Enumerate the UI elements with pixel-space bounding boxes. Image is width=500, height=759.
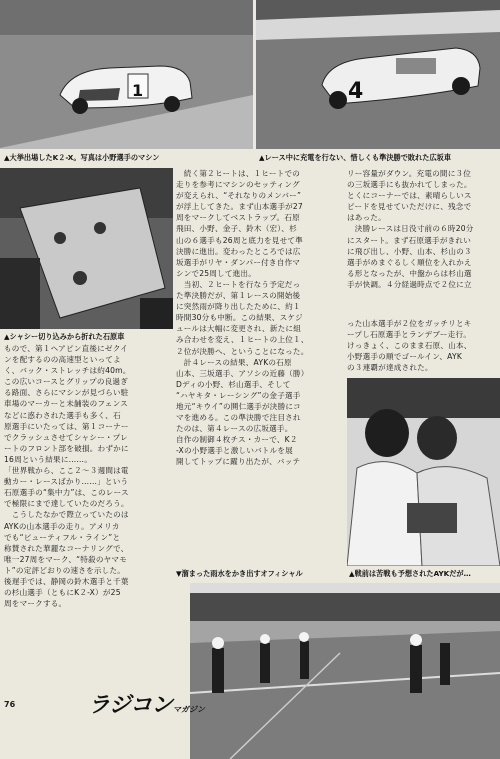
photo-ayk-team <box>347 378 500 566</box>
caption-wet-track: ▼溜まった雨水をかき出すオフィシャル <box>176 569 303 578</box>
page-number: 76 <box>4 700 16 709</box>
photo-chassis <box>0 168 173 329</box>
logo-main: ラジコン <box>88 693 173 718</box>
photo-hirosaka-car <box>256 0 500 149</box>
article-column-2: 続く第２ヒートは、１ヒートでの 走りを参考にマシンのセッティング が変えられ、“それなりのメンバー” が浮上してきた。まず山本選手が27 周をマークしてベストラップ。石原 飛田、小野、金子、鈴木（宏）、杉 山の６選手も26周と底力を見せて準 決勝に進出。変わったところでは広 坂選手がリヤ・ダンパー付き自作マ シンで25周して進出。 当初、２ヒートを行なう予定だっ た準決勝だが、第１レースの開始後 に突然雨が降り出したために、約１ 時間30分も中断。この結果、スケジ ュールは大幅に変更され、新たに組 み合わせを変え、１ヒートの上位１、 ２位が決勝へ、ということになった。 計４レースの結果、AYKの石原 山本、三坂選手、アソシの近藤（勝） Dディの小野、杉山選手、そして “ハヤキタ・レーシング”の金子選手 地元“キウイ”の鬨仁選手が決勝にコ マを進める。この準決勝で注目され たのは、第４レースの広坂選手。 自作の制御４枚チス・カーで、K２ -Xの小野選手と激しいバトルを展 開してトップに躍り出たが、バッテ <box>176 169 309 467</box>
caption-ayk: ▲戦前は苦戦も予想されたAYKだが… <box>349 569 471 578</box>
caption-chassis: ▲シャシー切り込みから折れた石原車 <box>4 332 125 341</box>
article-column-1: もので、第１ヘアピン直後にゼクイ ンを配するのの高速型といってよ く、バック・ストレッチは約40m。 この広いコースとグリップの良過ぎ る路面、さらにマシンが見づらい駐 車場のマーカーと未舗装のフェンス などに惑わされた選手も多く、石 原選手にいたっては、第１コーナー でクラッシュさせてシャシー・プレ ートのフロント部を破損。わずかに 16周という結果に……。 「世界戦から、ここ２〜３週間は電 動カー・レースばかり……」という 石原選手の“集中力”は、このレース で極限にまで達していたのだろう。 こうしたなかで際立っていたのは AYKの山本選手の走り。アメリカ でも“ビューティフル・ライン”と 称賛された華麗なコーナリングで、 唯一27周をマーク、“特殺のヤマモ ト”の定評どおりの速さを示した。 後遅手では、静岡の鈴木選手と千葉 の杉山選手（ともにK２-X）が25 周をマークする。 <box>4 344 131 609</box>
photo-wet-track <box>190 583 500 759</box>
magazine-logo <box>88 688 205 719</box>
article-column-3-bottom: った山本選手が２位をガッチリとキ ープし石原選手とランデブー走行。 けっきょく、このまま石原、山本、 小野選手の順でゴールイン、AYK の３連覇が達成された。 <box>347 319 472 373</box>
caption-k2x: ▲大挙出場したK２-X。写真は小野選手のマシン <box>4 153 160 162</box>
photo-k2x-car <box>0 0 253 149</box>
car-number-right: 4 <box>348 79 364 104</box>
logo-sub: マガジン <box>173 705 205 714</box>
article-column-3-top: リー容量がダウン。充電の間に３位 の三坂選手にも抜かれてしまった。 とくにコーナーでは、素晴らしいス ピードを見せていただけに、残念で はあった。 決勝レースは日没寸前の６時20分 にスタート。まず石原選手がきれい に飛び出し、小野、山本、杉山の３ 選手がめまぐるしく順位を入れかえ る形となったが、中盤からは杉山選 手が快調。４分経過時点で２位に立 <box>347 169 474 289</box>
caption-hirosaka: ▲レース中に充電を行ない、惜しくも準決勝で敗れた広坂車 <box>259 153 452 162</box>
car-number-left: 1 <box>132 81 144 100</box>
